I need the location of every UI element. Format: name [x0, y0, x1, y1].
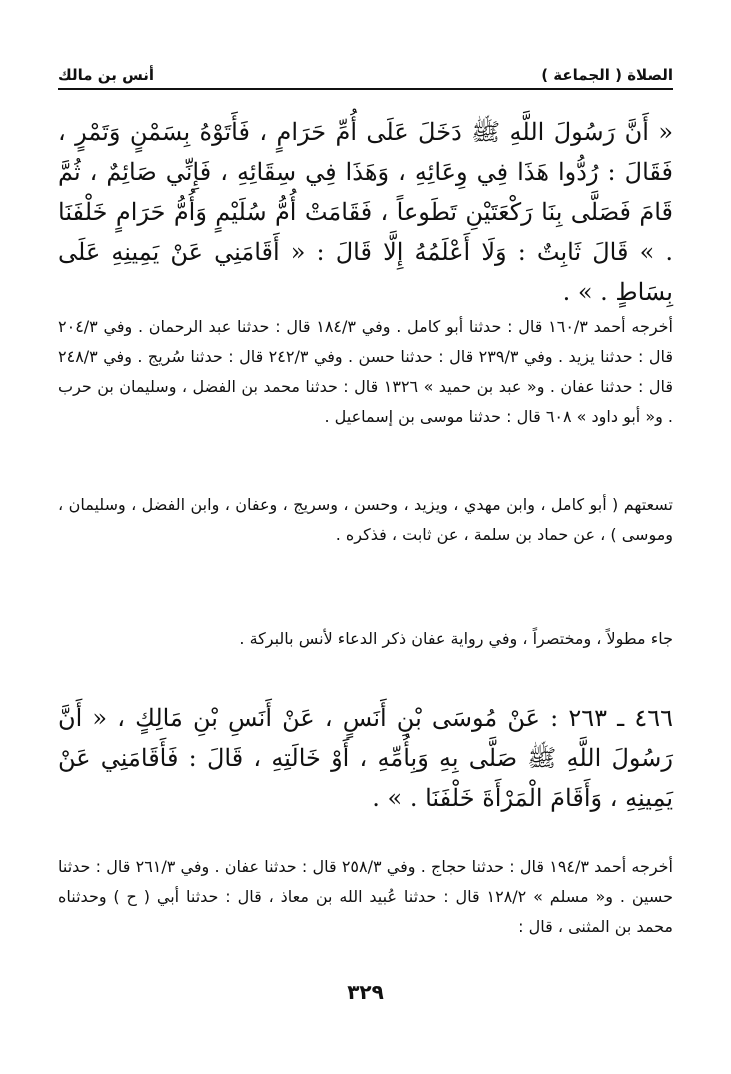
- narrator-title: أنس بن مالك: [58, 66, 155, 84]
- takhrij-narrators-paragraph: تسعتهم ( أبو كامل ، وابن مهدي ، ويزيد ، وحسن ، وسريج ، وعفان ، وابن الفضل ، وسليمان ، وموسى ) ، عن حماد بن سلمة ، عن ثابت ، فذكره .: [58, 495, 673, 544]
- hadith-text: « أَنَّ رَسُولَ اللَّهِ ﷺ دَخَلَ عَلَى أُمِّ حَرَامٍ ، فَأَتَوْهُ بِسَمْنٍ وَتَمْرٍ ، فَقَالَ : رُدُّوا هَذَا فِي وِعَائِهِ ، وَهَذَا فِي سِقَائِهِ ، فَإِنِّي صَائِمٌ ، ثُمَّ قَامَ فَصَلَّى بِنَا رَكْعَتَيْنِ تَطَوعاً ، فَقَامَتْ أُمُّ سُلَيْمٍ وَأُمُّ حَرَامٍ خَلْفَنَا . » قَالَ ثَابِتٌ : وَلَا أَعْلَمُهُ إِلَّا قَالَ : « أَقَامَنِي عَنْ يَمِينِهِ عَلَى بِسَاطٍ . » .: [58, 118, 673, 306]
- note-paragraph: جاء مطولاً ، ومختصراً ، وفي رواية عفان ذكر الدعاء لأنس بالبركة .: [239, 629, 673, 648]
- page-number: ٣٢٩: [347, 980, 384, 1004]
- hadith-text-2: ٤٦٦ ـ ٢٦٣ : عَنْ مُوسَى بْنِ أَنَسٍ ، عَنْ أَنَسِ بْنِ مَالِكٍ ، « أَنَّ رَسُولَ اللَّهِ ﷺ صَلَّى بِهِ وَبِأُمِّهِ ، أَوْ خَالَتِهِ ، قَالَ : فَأَقَامَنِي عَنْ يَمِينِهِ ، وَأَقَامَ الْمَرْأَةَ خَلْفَنَا . » .: [58, 704, 673, 812]
- chapter-title: الصلاة ( الجماعة ): [541, 66, 673, 84]
- takhrij-paragraph-2: أخرجه أحمد ١٩٤/٣ قال : حدثنا حجاج . وفي ٢٥٨/٣ قال : حدثنا عفان . وفي ٢٦١/٣ قال : حدثنا حسين . و« مسلم » ١٢٨/٢ قال : حدثنا عُبيد الله بن معاذ ، قال : حدثنا أبي ( ح ) وحدثناه محمد بن المثنى ، قال :: [58, 857, 674, 936]
- takhrij-paragraph: أخرجه أحمد ١٦٠/٣ قال : حدثنا أبو كامل . وفي ١٨٤/٣ قال : حدثنا عبد الرحمان . وفي ٢٠٤/٣ قال : حدثنا يزيد . وفي ٢٣٩/٣ قال : حدثنا حسن . وفي ٢٤٢/٣ قال : حدثنا سُريج . وفي ٢٤٨/٣ قال : حدثنا عفان . و« عبد بن حميد » ١٣٢٦ قال : حدثنا محمد بن الفضل ، وسليمان بن حرب . و« أبو داود » ٦٠٨ قال : حدثنا موسى بن إسماعيل .: [58, 317, 674, 426]
- running-header: [58, 62, 673, 90]
